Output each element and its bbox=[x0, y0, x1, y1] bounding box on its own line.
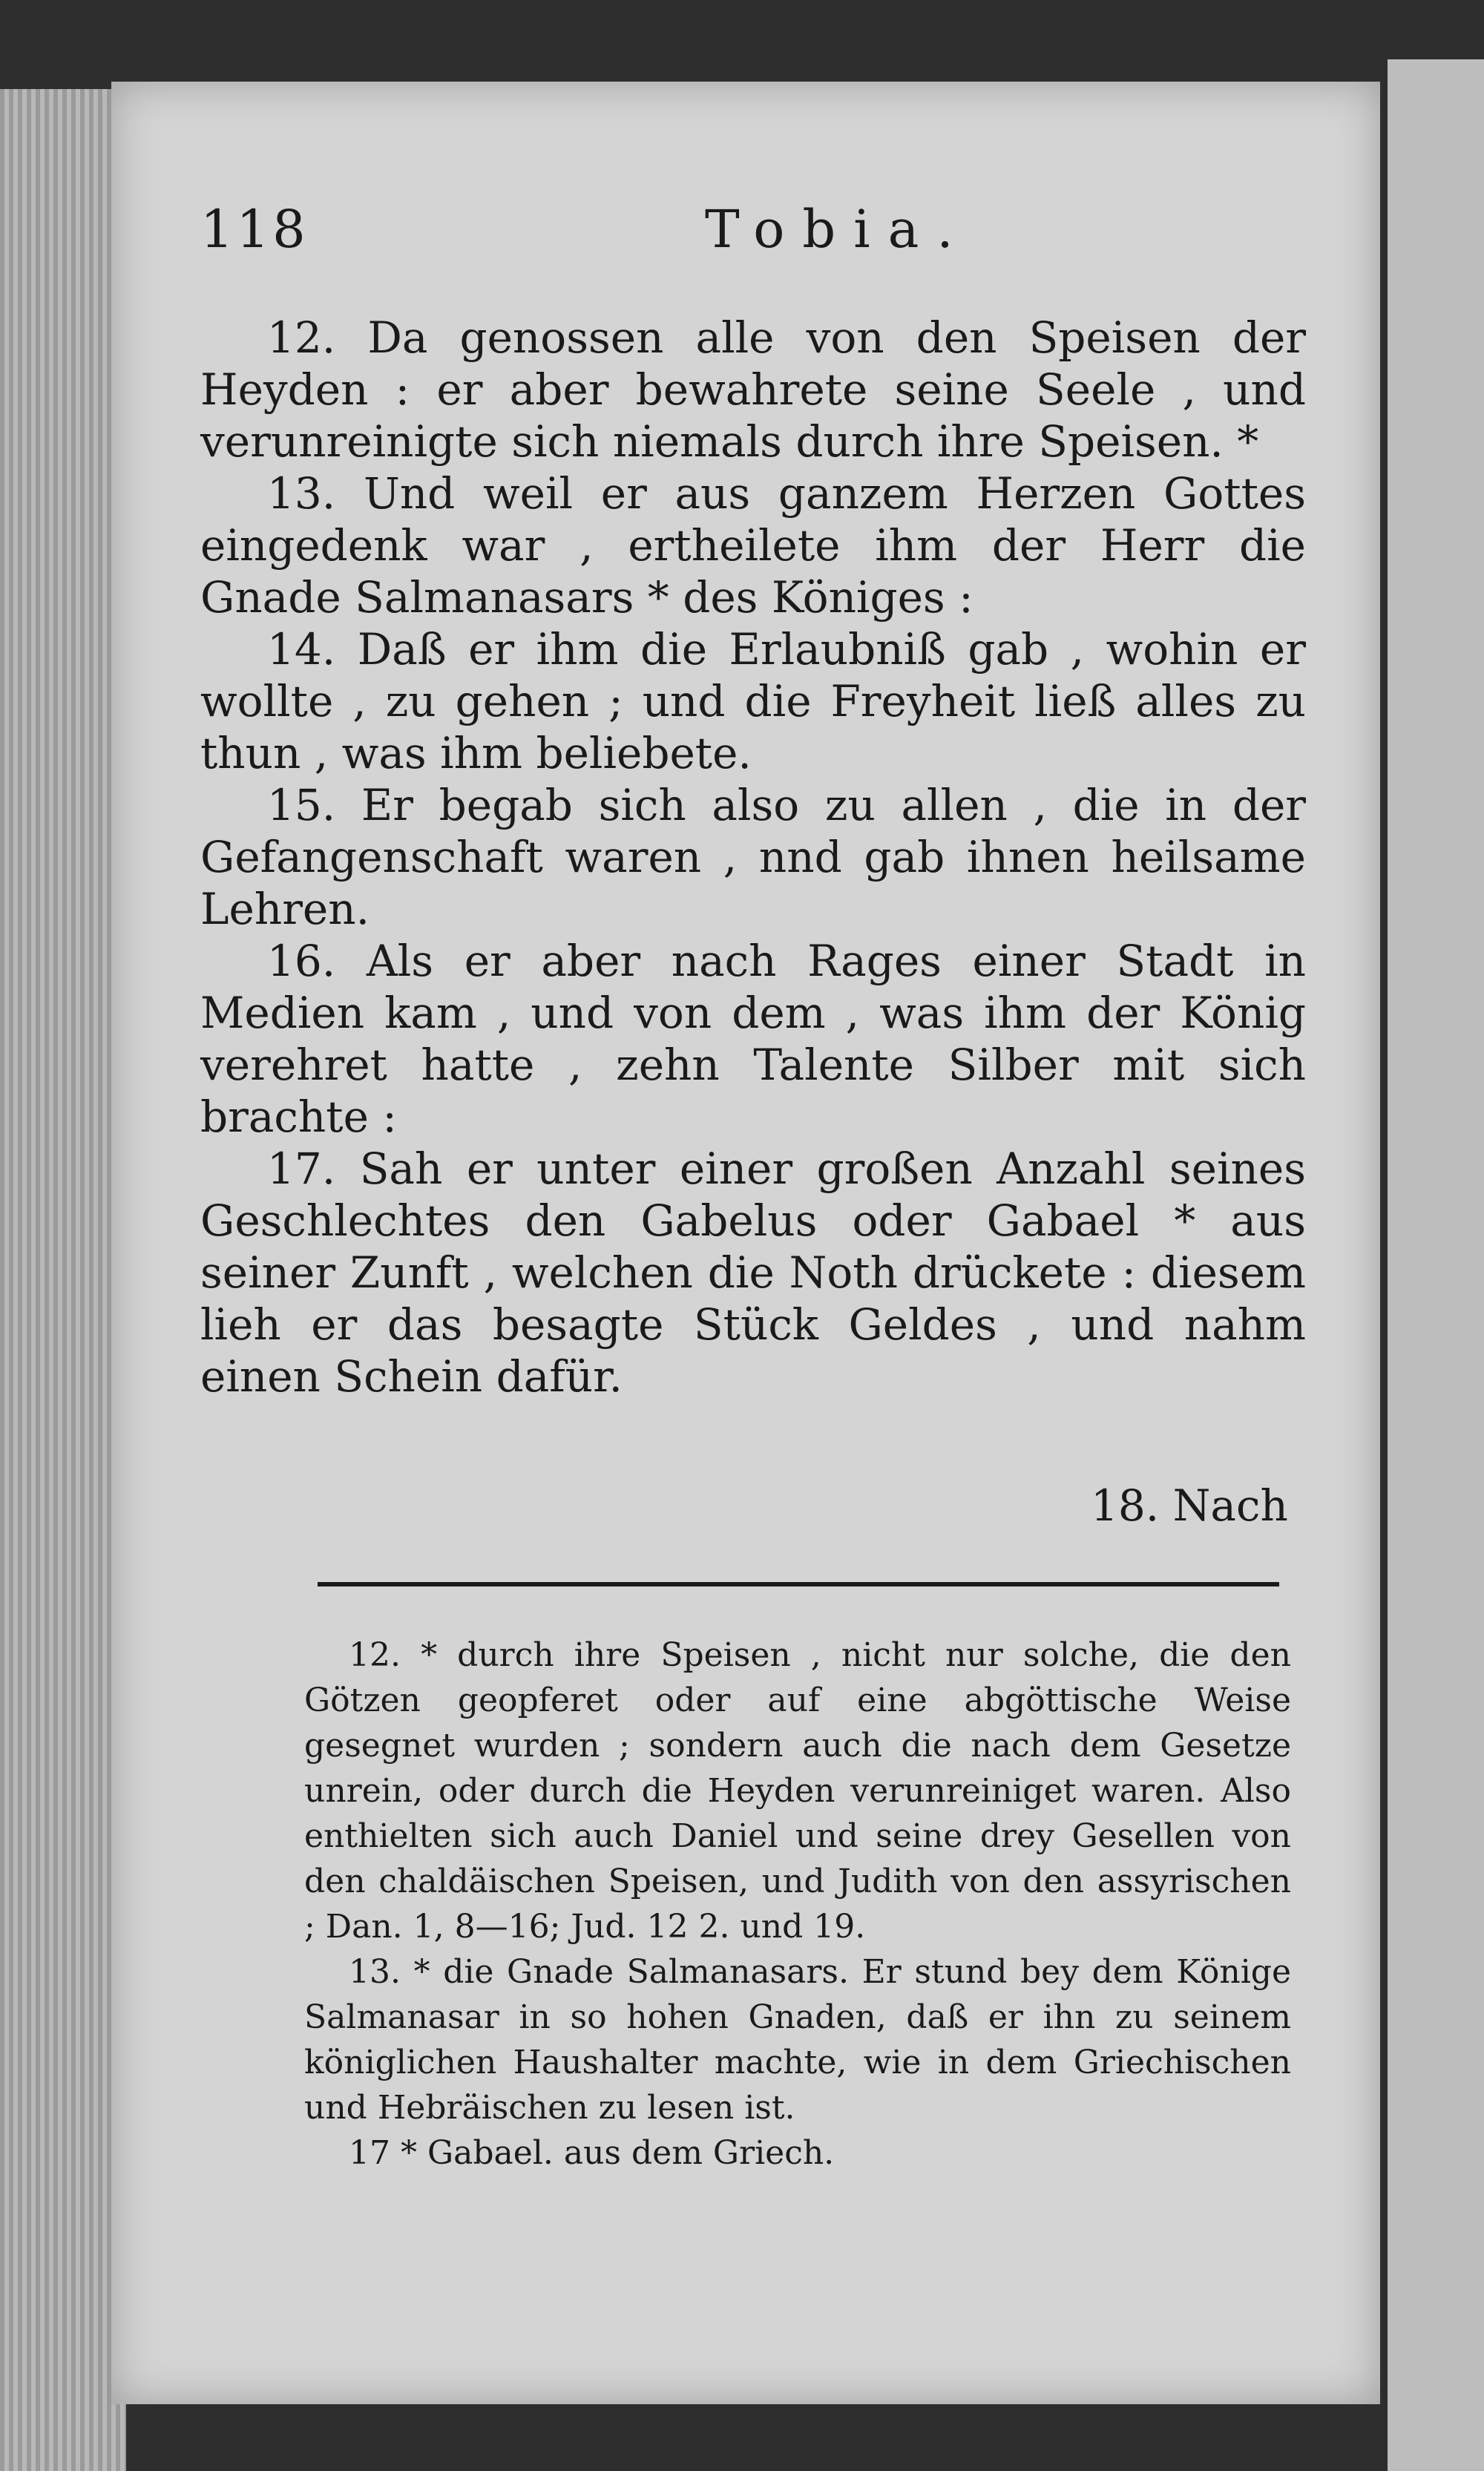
book-gutter bbox=[0, 89, 126, 2471]
footnotes bbox=[304, 1632, 1291, 2176]
running-head bbox=[200, 199, 1298, 266]
footnote-12 bbox=[304, 1632, 1291, 1949]
verse-text: Und weil er aus ganzem Herzen Gottes eingedenk war , ertheilete ihm der Herr die Gnade Salmanasars * des Königes : bbox=[200, 468, 1306, 623]
footnote-text: Gabael. aus dem Griech. bbox=[427, 2134, 835, 2172]
verse-13 bbox=[200, 467, 1306, 623]
footnote-ref: 12. * bbox=[349, 1636, 438, 1674]
verse-number: 15. bbox=[267, 780, 336, 830]
verse-16 bbox=[200, 935, 1306, 1143]
footnote-text: die Gnade Salmanasars. Er stund bey dem Könige Salmanasar in so hohen Gnaden, daß er ihn zu seinem königlichen Haushalter machte, wie in dem Griechischen und Hebräischen zu lesen ist. bbox=[304, 1953, 1291, 2127]
footnote-text: durch ihre Speisen , nicht nur solche, die den Götzen geopferet oder auf eine abgöttische Weise gesegnet wurden ; sondern auch die nach dem Gesetze unrein, oder durch die Heyden verunreiniget waren. Also enthielten sich auch Daniel und seine drey Gesellen von den chaldäischen Speisen, und Judith von den assyrischen ; Dan. 1, 8—16; Jud. 12 2. und 19. bbox=[304, 1636, 1291, 1946]
footnote-17 bbox=[304, 2130, 1291, 2176]
main-text bbox=[200, 312, 1306, 1402]
verse-text: Daß er ihm die Erlaubniß gab , wohin er wollte , zu gehen ; und die Freyheit ließ alles zu thun , was ihm beliebete. bbox=[200, 624, 1306, 778]
catchword: 18. Nach bbox=[1091, 1480, 1288, 1531]
verse-number: 17. bbox=[267, 1143, 336, 1194]
footnote-ref: 17 * bbox=[349, 2134, 417, 2172]
verse-text: Als er aber nach Rages einer Stadt in Medien kam , und von dem , was ihm der König verehret hatte , zehn Talente Silber mit sich brachte : bbox=[200, 936, 1307, 1142]
verse-15 bbox=[200, 779, 1306, 935]
page-number: 118 bbox=[200, 199, 309, 260]
book-title: Tobia. bbox=[705, 199, 971, 260]
verse-text: Da genossen alle von den Speisen der Heyden : er aber bewahrete seine Seele , und verunreinigte sich niemals durch ihre Speisen. * bbox=[200, 312, 1306, 467]
verse-number: 14. bbox=[267, 624, 336, 675]
verse-12 bbox=[200, 312, 1306, 467]
verse-14 bbox=[200, 623, 1306, 779]
footnote-rule bbox=[318, 1582, 1279, 1586]
verse-text: Er begab sich also zu allen , die in der Gefangenschaft waren , nnd gab ihnen heilsame Lehren. bbox=[200, 780, 1306, 934]
footnote-13 bbox=[304, 1949, 1291, 2130]
verse-17 bbox=[200, 1143, 1306, 1402]
verse-text: Sah er unter einer großen Anzahl seines Geschlechtes den Gabelus oder Gabael * aus seiner Zunft , welchen die Noth drückete : diesem lieh er das besagte Stück Geldes , und nahm einen Schein dafür. bbox=[200, 1143, 1306, 1402]
footnote-ref: 13. * bbox=[349, 1953, 430, 1991]
verse-number: 13. bbox=[267, 468, 336, 519]
verse-number: 12. bbox=[267, 312, 336, 363]
verse-number: 16. bbox=[267, 936, 336, 986]
facing-page-edge bbox=[1388, 59, 1484, 2471]
